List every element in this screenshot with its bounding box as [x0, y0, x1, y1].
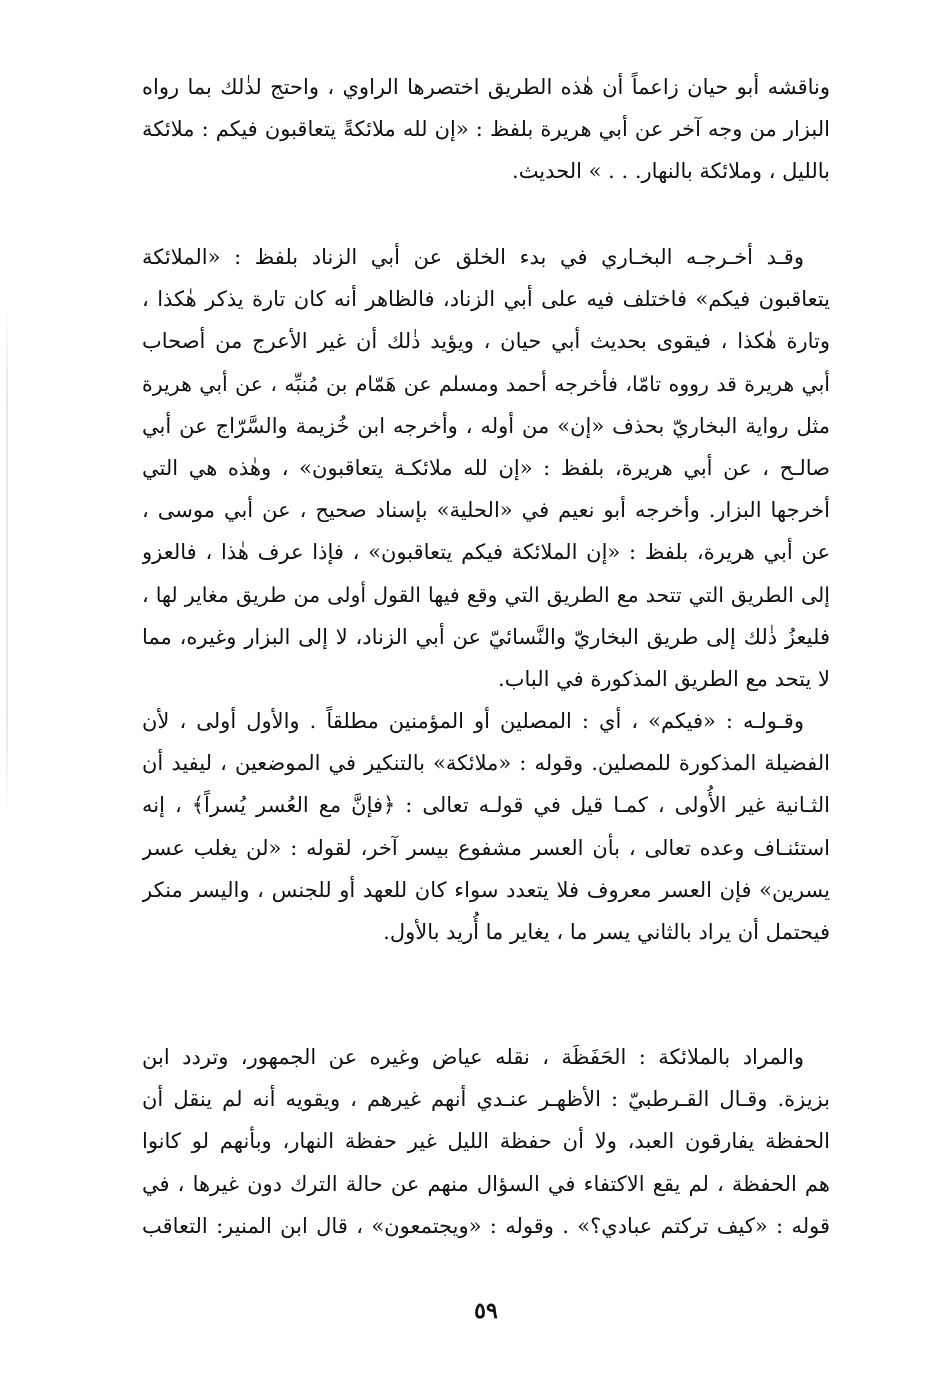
text-line: والمراد بالملائكة : الحَفَظَة ، نقله عياض وغيره عن الجمهور، وتردد ابن: [142, 1045, 804, 1069]
text-line: فليعزُ ذٰلك إلى طريق البخاريّ والنَّسائيّ عن أبي الزناد، لا إلى البزار وغيره، مما: [142, 624, 830, 649]
paragraph-2: [142, 236, 830, 700]
text-line: صالـح ، عن أبي هريرة، بلفظ : «إن لله ملائكـة يتعاقبون» ، وهٰذه هي التي: [142, 455, 830, 480]
text-line: الحفظة يفارقون العبد، ولا أن حفظة الليل غير حفظة النهار، وبأنهم لو كانوا: [142, 1129, 830, 1154]
text-line: وقـد أخـرجـه البخـاري في بدء الخلق عن أبي الزناد بلفظ : «الملائكة: [142, 245, 804, 269]
text-line: فيحتمل أن يراد بالثاني يسر ما ، يغاير ما أُريد بالأول.: [383, 919, 830, 944]
page-edge-shadow: [6, 300, 8, 820]
text-line: بزيزة. وقـال القـرطبيّ : الأظهـر عنـدي أنهم غيرهم ، ويقويه أنه لم ينقل أن: [142, 1087, 830, 1112]
text-line: البزار من وجه آخر عن أبي هريرة بلفظ : «إن لله ملائكةً يتعاقبون فيكم : ملائكة: [142, 117, 830, 142]
text-line: الفضيلة المذكورة للمصلين. وقوله : «ملائكة» بالتنكير في الموضعين ، ليفيد أن: [142, 751, 830, 776]
page-number: ٥٩: [474, 1298, 498, 1324]
paragraph-1: [142, 66, 830, 193]
text-line: يتعاقبون فيكم» فاختلف فيه على أبي الزناد، فالظاهر أنه كان تارة يذكر هٰكذا ،: [142, 287, 830, 312]
text-line: بالليل ، وملائكة بالنهار. . . » الحديث.: [512, 159, 830, 184]
paragraph-4: [142, 1036, 830, 1247]
text-line: عن أبي هريرة، بلفظ : «إن الملائكة فيكم يتعاقبون» ، فإذا عرف هٰذا ، فالعزو: [142, 540, 830, 565]
text-line: وناقشه أبو حيان زاعماً أن هٰذه الطريق اختصرها الراوي ، واحتج لذٰلك بما رواه: [142, 75, 830, 99]
text-line: لا يتحد مع الطريق المذكورة في الباب.: [498, 666, 830, 691]
text-line: الثـانية غير الأُولى ، كمـا قيل في قولـه تعالى : ﴿فإنَّ مع العُسر يُسراً﴾ ، إنه: [142, 793, 830, 818]
text-line: أخرجها البزار. وأخرجه أبو نعيم في «الحلية» بإسناد صحيح ، عن أبي موسى ،: [142, 498, 830, 523]
text-line: مثل رواية البخاريّ بحذف «إن» من أوله ، وأخرجه ابن خُزيمة والسَّرّاج عن أبي: [142, 413, 830, 438]
text-line: هم الحفظة ، لم يقع الاكتفاء في السؤال منهم عن حالة الترك دون غيرها ، في: [142, 1171, 830, 1196]
document-page: [142, 66, 830, 1346]
text-line: وتارة هٰكذا ، فيقوى بحديث أبي حيان ، ويؤيد ذٰلك أن غير الأعرج من أصحاب: [142, 329, 830, 354]
text-line: وقـولـه : «فيكم» ، أي : المصلين أو المؤمنين مطلقاً . والأول أولى ، لأن: [142, 709, 804, 733]
text-line: قوله : «كيف تركتم عبادي؟» . وقوله : «ويجتمعون» ، قال ابن المنير: التعاقب: [142, 1213, 830, 1238]
text-line: استئنـاف وعده تعالى ، بأن العسر مشفوع بيسر آخر، لقوله : «لن يغلب عسر: [142, 835, 830, 860]
text-line: أبي هريرة قد رووه تامّا، فأخرجه أحمد ومسلم عن هَمّام بن مُنبِّه ، عن أبي هريرة: [142, 371, 830, 396]
text-line: إلى الطريق التي تتحد مع الطريق التي وقع فيها القول أولى من طريق مغاير لها ،: [142, 582, 830, 607]
text-line: يسرين» فإن العسر معروف فلا يتعدد سواء كان للعهد أو للجنس ، واليسر منكر: [142, 877, 830, 902]
paragraph-3: [142, 700, 830, 953]
